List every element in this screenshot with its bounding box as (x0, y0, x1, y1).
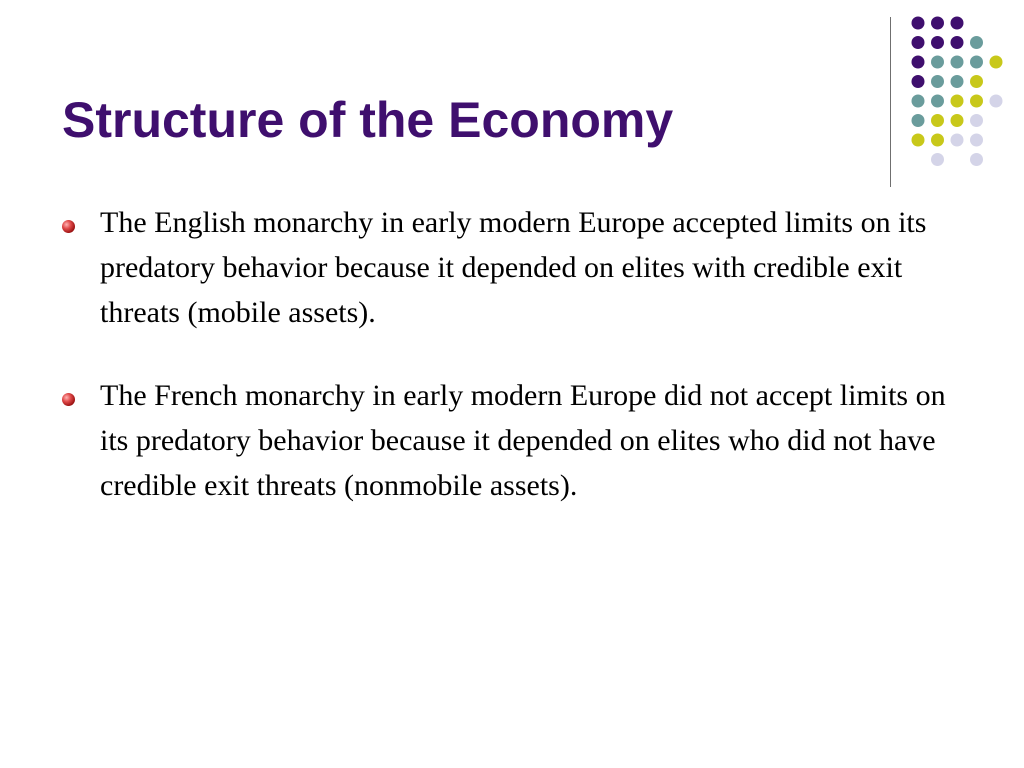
decorative-dot (912, 95, 925, 108)
bullet-text: The French monarchy in early modern Europe did not accept limits on its predatory behavior because it depended on elites who did not have credible exit threats (nonmobile assets). (100, 379, 946, 502)
decorative-dot (951, 56, 964, 69)
decorative-dot (970, 114, 983, 127)
decorative-dot (951, 95, 964, 108)
decorative-dot (970, 36, 983, 49)
decorative-dot (970, 56, 983, 69)
decorative-dot (912, 36, 925, 49)
decorative-dot (931, 134, 944, 147)
bullet-item (62, 200, 962, 335)
bullet-text: The English monarchy in early modern Europe accepted limits on its predatory behavior because it depended on elites with credible exit threats (mobile assets). (100, 206, 927, 329)
decorative-dot (931, 95, 944, 108)
decorative-dot (951, 75, 964, 88)
decorative-dot (931, 75, 944, 88)
decorative-dot (990, 95, 1003, 108)
slide-title: Structure of the Economy (62, 92, 674, 148)
decorative-dot (990, 56, 1003, 69)
decorative-dot (970, 153, 983, 166)
decorative-dot (970, 134, 983, 147)
decorative-dot (970, 75, 983, 88)
decorative-dot (912, 134, 925, 147)
bullet-item (62, 373, 962, 508)
sphere-bullet-icon (62, 220, 75, 233)
decorative-dot (912, 17, 925, 30)
decorative-dot (951, 17, 964, 30)
decorative-dot (931, 17, 944, 30)
decorative-dot (912, 114, 925, 127)
decorative-dot (931, 56, 944, 69)
title-divider-rule (890, 17, 891, 187)
decorative-dot (951, 134, 964, 147)
decorative-dot (912, 75, 925, 88)
bullet-list (62, 200, 962, 546)
decorative-dot (931, 36, 944, 49)
decorative-dot (970, 95, 983, 108)
decorative-dot (912, 56, 925, 69)
decorative-dot (931, 153, 944, 166)
decorative-dot (951, 36, 964, 49)
decorative-dot (931, 114, 944, 127)
sphere-bullet-icon (62, 393, 75, 406)
decorative-dot (951, 114, 964, 127)
